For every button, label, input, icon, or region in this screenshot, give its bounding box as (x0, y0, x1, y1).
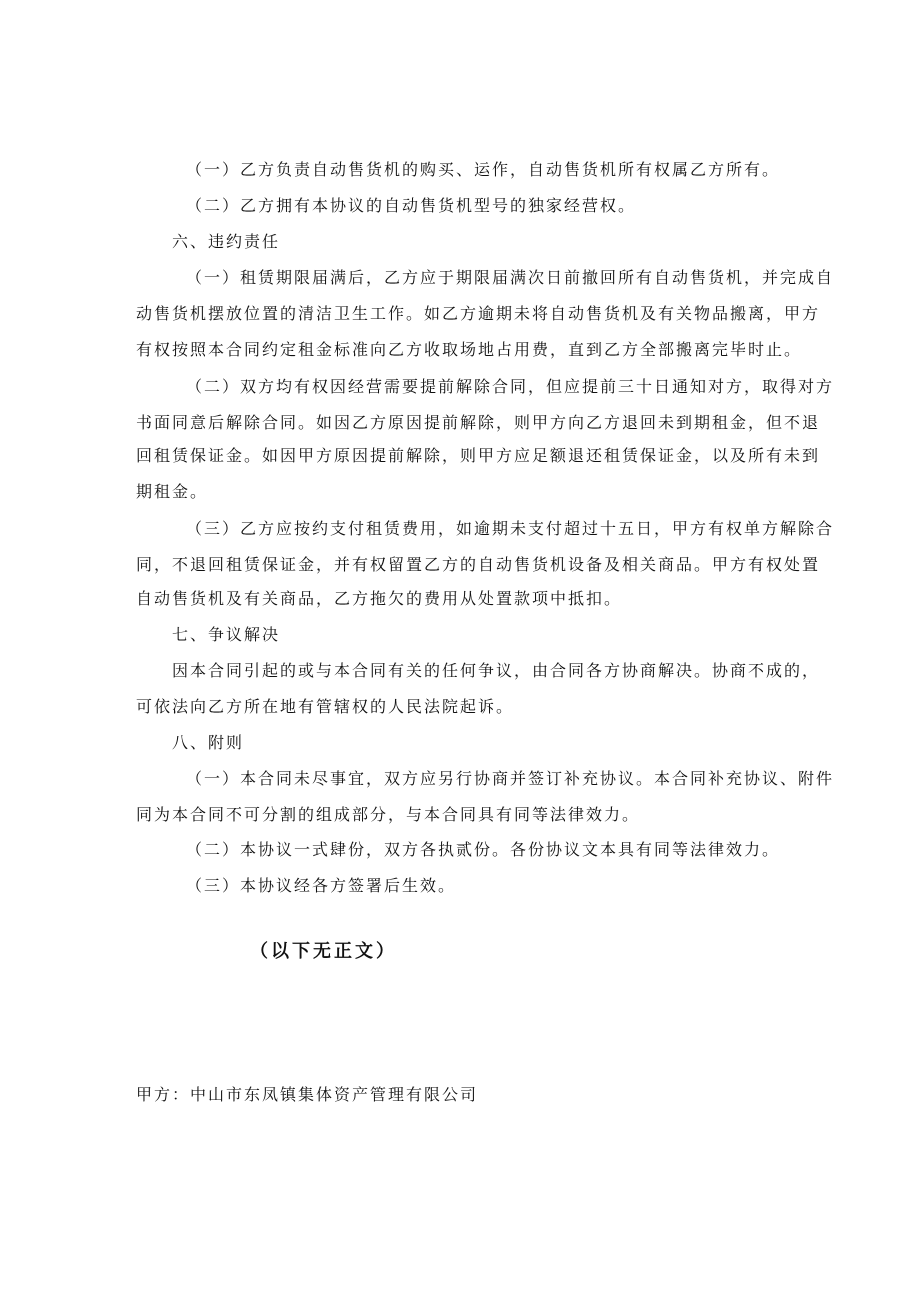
clause-6-3-line-2: 同，不退回租赁保证金，并有权留置乙方的自动售货机设备及相关商品。甲方有权处置 (136, 555, 821, 574)
clause-8-1-line-2: 同为本合同不可分割的组成部分，与本合同具有同等法律效力。 (136, 805, 641, 824)
clause-6-3-line-3: 自动售货机及有关商品，乙方拖欠的费用从处置款项中抵扣。 (136, 589, 623, 608)
clause-6-2-line-2: 书面同意后解除合同。如因乙方原因提前解除，则甲方向乙方退回未到期租金，但不退 (136, 413, 821, 432)
section-heading-6: 六、违约责任 (172, 232, 281, 251)
clause-6-1-line-3: 有权按照本合同约定租金标准向乙方收取场地占用费，直到乙方全部搬离完毕时止。 (136, 340, 803, 359)
clause-5-1: （一）乙方负责自动售货机的购买、运作，自动售货机所有权属乙方所有。 (186, 160, 781, 179)
clause-6-2-line-1: （二）双方均有权因经营需要提前解除合同，但应提前三十日通知对方，取得对方 (186, 377, 835, 396)
section-heading-8: 八、附则 (172, 733, 245, 752)
clause-6-3-line-1: （三）乙方应按约支付租赁费用，如逾期未支付超过十五日，甲方有权单方解除合 (186, 519, 835, 538)
clause-7-line-1: 因本合同引起的或与本合同有关的任何争议，由合同各方协商解决。协商不成的， (172, 661, 821, 680)
clause-8-2: （二）本协议一式肆份，双方各执贰份。各份协议文本具有同等法律效力。 (186, 840, 781, 859)
section-heading-7: 七、争议解决 (172, 625, 281, 644)
clause-5-2: （二）乙方拥有本协议的自动售货机型号的独家经营权。 (186, 196, 637, 215)
clause-6-1-line-2: 动售货机摆放位置的清洁卫生工作。如乙方逾期未将自动售货机及有关物品搬离，甲方 (136, 304, 821, 323)
clause-6-1-line-1: （一）租赁期限届满后，乙方应于期限届满次日前撤回所有自动售货机，并完成自 (186, 268, 835, 287)
clause-8-1-line-1: （一）本合同未尽事宜，双方应另行协商并签订补充协议。本合同补充协议、附件 (186, 769, 835, 788)
clause-6-2-line-4: 期租金。 (136, 482, 209, 501)
clause-7-line-2: 可依法向乙方所在地有管辖权的人民法院起诉。 (136, 697, 515, 716)
end-of-text-note: （以下无正文） (250, 941, 397, 962)
party-a-signature-line: 甲方：中山市东凤镇集体资产管理有限公司 (136, 1085, 479, 1104)
clause-6-2-line-3: 回租赁保证金。如因甲方原因提前解除，则甲方应足额退还租赁保证金，以及所有未到 (136, 446, 821, 465)
clause-8-3: （三）本协议经各方签署后生效。 (186, 876, 457, 895)
